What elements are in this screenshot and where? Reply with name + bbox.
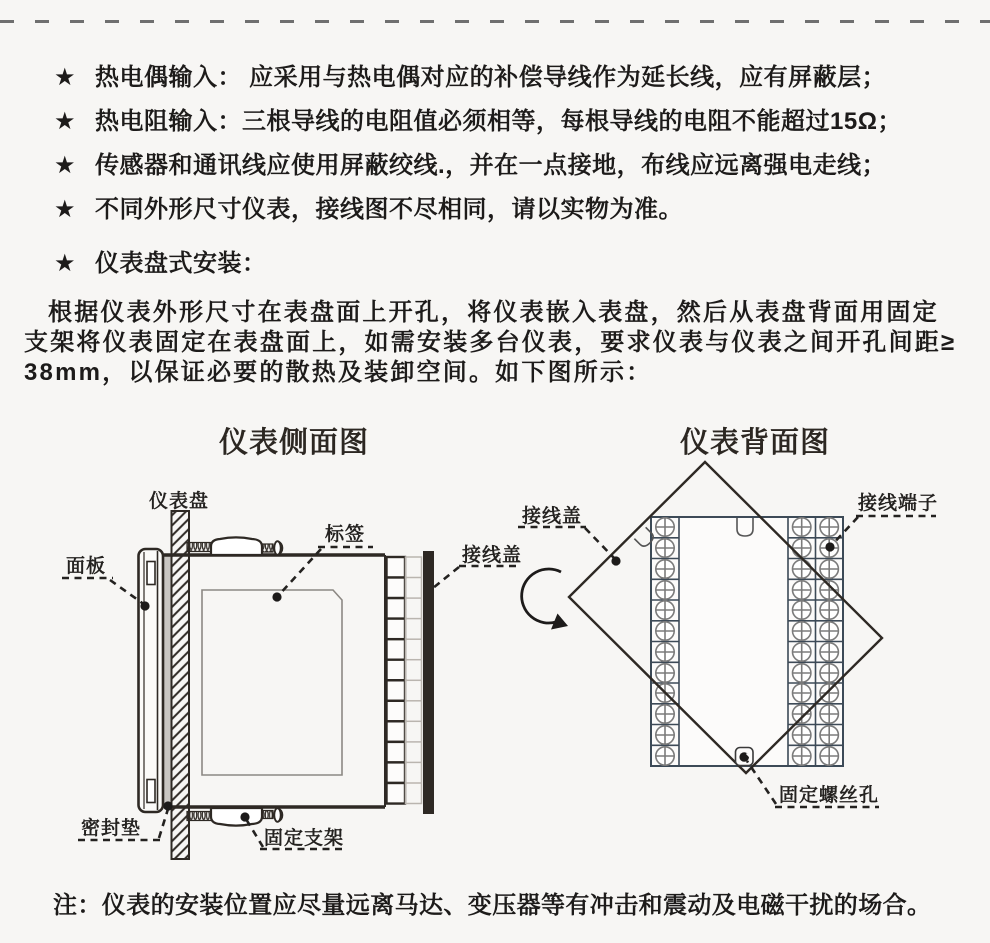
paragraph-line-3: 38mm，以保证必要的散热及装卸空间。如下图所示： (24, 359, 653, 386)
label-terminal-cover-back: 接线盖 (522, 506, 583, 527)
front-panel-bezel (139, 549, 164, 812)
instrument-body (164, 555, 385, 807)
section-title: 仪表盘式安装： (95, 250, 267, 277)
terminal-cover-bar (423, 551, 434, 814)
bullet-item-rtd (54, 107, 902, 136)
bullet-item-dimensions (54, 195, 683, 224)
star-bullet-icon: ★ (54, 108, 77, 135)
tag-area-rect (202, 590, 342, 775)
bullet-text: 热电阻输入：三根导线的电阻值必须相等，每根导线的电阻不能超过15Ω； (95, 108, 902, 135)
paragraph-line-2: 支架将仪表固定在表盘面上，如需安装多台仪表，要求仪表与仪表之间开孔间距≥ (24, 329, 957, 356)
label-fixing-bracket: 固定支架 (264, 828, 345, 849)
side-view-drawing (62, 511, 521, 859)
fixing-screw-hole-shape (736, 748, 754, 766)
star-bullet-icon: ★ (54, 152, 77, 179)
side-view-title: 仪表侧面图 (219, 427, 370, 459)
label-terminal-cover-side: 接线盖 (462, 545, 523, 566)
back-view-title: 仪表背面图 (680, 427, 831, 459)
label-tag: 标签 (325, 524, 366, 545)
star-bullet-icon: ★ (54, 64, 77, 91)
paragraph-line-1: 根据仪表外形尺寸在表盘面上开孔，将仪表嵌入表盘，然后从表盘背面用固定 (48, 299, 939, 326)
label-fixing-screw-hole: 固定螺丝孔 (779, 785, 880, 806)
star-bullet-icon: ★ (54, 196, 77, 223)
bullet-item-sensor-wiring (54, 151, 886, 180)
label-front-panel: 面板 (66, 556, 107, 577)
star-bullet-icon: ★ (54, 250, 77, 277)
label-seal-gasket: 密封垫 (81, 818, 142, 839)
seal-gasket-shape (164, 554, 172, 808)
bullet-text: 不同外形尺寸仪表，接线图不尽相同，请以实物为准。 (95, 196, 684, 223)
section-heading-panel-mount (54, 249, 267, 278)
label-terminal-block: 接线端子 (858, 493, 939, 514)
bullet-text: 热电偶输入： 应采用与热电偶对应的补偿导线作为延长线，应有屏蔽层； (95, 64, 887, 91)
side-view-leaders (62, 547, 521, 849)
terminal-ladder (387, 557, 406, 804)
fixing-bracket-top (187, 537, 282, 555)
rotate-arrow-icon (522, 569, 568, 629)
label-panel-board: 仪表盘 (149, 491, 210, 512)
terminal-ladder-spacer (406, 557, 422, 804)
footer-note: 注：仪表的安装位置应尽量远离马达、变压器等有冲击和震动及电磁干扰的场合。 (53, 892, 932, 919)
bullet-item-thermocouple (54, 63, 886, 92)
bullet-text: 传感器和通讯线应使用屏蔽绞线.，并在一点接地，布线应远离强电走线； (95, 152, 887, 179)
